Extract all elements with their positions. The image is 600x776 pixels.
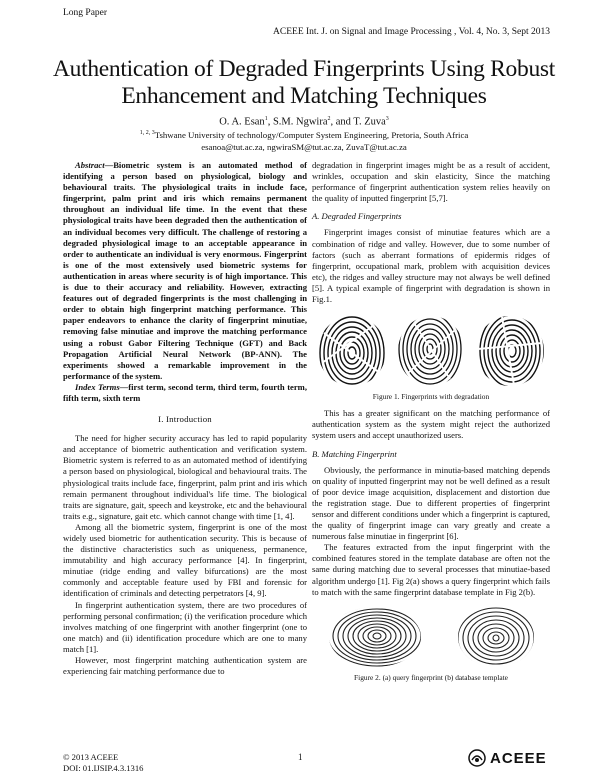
abstract-text: —Biometric system is an automated method of identifying a person based on physiological, biology and behavioural traits. The physiological traits in include face, fingerprint, palm print and iris which remains permanent throughout an individual life time. In the event that these physiological traits have been degraded then the authentication of an individual becomes very difficult. The challenge of restoring a degraded physiological image to an acceptable appearance in order to authenticate an individual is very enormous. Fingerprint is one of the most extensively used biometric systems for authentication in areas where security is of high importance. This is due to their accuracy and reliability. However, extracting features out of degraded fingerprints is the most challenging in order to obtain high fingerprint matching performance. This paper endeavors to enhance the clarity of fingerprint minutiae, removing false minutiae and improve the matching performance using a robust Gabor Filtering Technique (GFT) and Back Propagation Artificial Neural Network (BP-ANN). The experiments showed a remarkable improvement in the performance of the system. [63,160,307,381]
left-column [63,160,307,677]
journal-header: ACEEE Int. J. on Signal and Image Processing , Vol. 4, No. 3, Sept 2013 [273,27,550,37]
figure-2-caption: Figure 2. (a) query fingerprint (b) database template [354,672,508,682]
abstract-label: Abstract [75,160,105,170]
index-terms-text: —first term, second term, third term, fourth term, fifth term, sixth term [63,381,307,403]
fingerprint-image-2 [394,313,468,387]
database-template-image [456,606,536,668]
subsection-heading-degraded: A. Degraded Fingerprints [312,211,402,222]
aceee-logo [468,749,547,767]
paper-type-label: Long Paper [63,8,108,18]
author-3: , and T. Zuva [330,116,386,128]
index-terms [63,382,307,404]
copyright: © 2013 ACEEE [63,752,119,762]
intro-paragraph-3: In fingerprint authentication system, there are two procedures of performing personal confirmation; (i) the verification procedure which involves matching of one fingerprint with another fingerprint (one to one match) and (ii) identification procedure which are one to many match [1]. [63,599,307,654]
title-line-2: Enhancement and Matching Techniques [121,83,487,109]
title-line-1: Authentication of Degraded Fingerprints Using Robust [53,56,555,82]
query-fingerprint-image [327,606,423,668]
logo-text: ACEEE [490,749,547,767]
figure-1 [312,313,550,387]
affiliation-text: Tshwane University of technology/Computer System Engineering, Pretoria, South Africa [154,130,469,140]
author-3-sup: 3 [385,116,389,122]
figure-2 [312,606,550,668]
author-1-sup: 1 [264,116,268,122]
logo-mark-icon [468,749,486,767]
authors [40,116,568,128]
matching-paragraph-2: The features extracted from the input fingerprint with the combined features stored in the template database are often not the same during matching due to several processes that minutiae-based algorithm undergo [1]. Fig 2(a) shows a query fingerprint which fails to match with the same fingerprint database template in Fig 2(b). [312,542,550,597]
subsection-heading-matching: B. Matching Fingerprint [312,448,397,459]
figure-1-caption: Figure 1. Fingerprints with degradation [372,392,490,402]
section-heading-introduction: I. Introduction [158,414,212,425]
fingerprint-image-1 [314,313,390,387]
fingerprint-image-3 [472,313,548,387]
continued-paragraph: degradation in fingerprint images might be as a result of accident, wrinkles, occupation and skin elasticity, Since the matching performance of fingerprint authentication system relies heavily on the quality of inputted fingerprint [5,7]. [312,160,550,204]
doi: DOI: 01.IJSIP.4.3.1316 [63,763,144,773]
index-terms-label: Index Terms [75,381,120,392]
author-emails: esanoa@tut.ac.za, ngwiraSM@tut.ac.za, ZuvaT@tut.ac.za [201,142,407,152]
page-number: 1 [298,752,303,762]
matching-paragraph-1: Obviously, the performance in minutia-based matching depends on quality of inputted fingerprint may not be well defined as a result of poor device image acquisition, displacement and distortion due the registration stage. Due to different properties of fingerprint sensor and different conditions under which a fingerprint is captured, the quality of fingerprint image can vary greatly and create a numerous false minutiae in fingerprint [6]. [312,464,550,542]
intro-paragraph-2: Among all the biometric system, fingerprint is one of the most widely used biometric for authentication security. This is because of the distinctive characteristics such as uniqueness, permanence, immutability and high accuracy performance [4]. In fingerprint, minutiae (ridge ending and valley bifurcations) are the most commonly and acceptable feature used by FBI and forensic for identification of criminals and detecting perpetrators [4, 9]. [63,521,307,599]
footer-info [63,752,143,774]
affiliation [40,130,568,140]
intro-paragraph-4: However, most fingerprint matching authentication system are experiencing fair matching performance due to [63,655,307,677]
degraded-paragraph-1: Fingerprint images consist of minutiae features which are a combination of ridge and valley. However, due to some number of factors (such as aberrant formations of epidermis ridges of fingerprint, occupational mark, problem with acquisition devices etc), the ridges and valley structure may not always be well defined [5]. A typical example of fingerprint with degradation is shown in Fig.1. [312,227,550,305]
abstract [63,160,307,382]
author-2: , S.M. Ngwira [267,116,328,128]
intro-paragraph-1: The need for higher security accuracy has led to rapid popularity and acceptance of biometric authentication and verification system. Biometric system is referred to as an automated method of identifying a person based on physiological, biological and behavioural traits. The physiological traits include face, fingerprint, palm print and iris which remain permanent throughout individual's life time. The biological traits are signature, gait, speech and keystroke, etc and the behavioural traits e.g., signature, gait etc. which cannot change with time [1, 4]. [63,433,307,521]
degraded-paragraph-2: This has a greater significant on the matching performance of authentication system as the system might reject the authorized system users and accept unauthorized users. [312,408,550,441]
paper-title [40,56,568,110]
author-2-sup: 2 [327,116,331,122]
author-1: O. A. Esan [219,116,265,128]
affiliation-sup: 1, 2, 3 [139,130,155,137]
right-column [312,160,550,689]
